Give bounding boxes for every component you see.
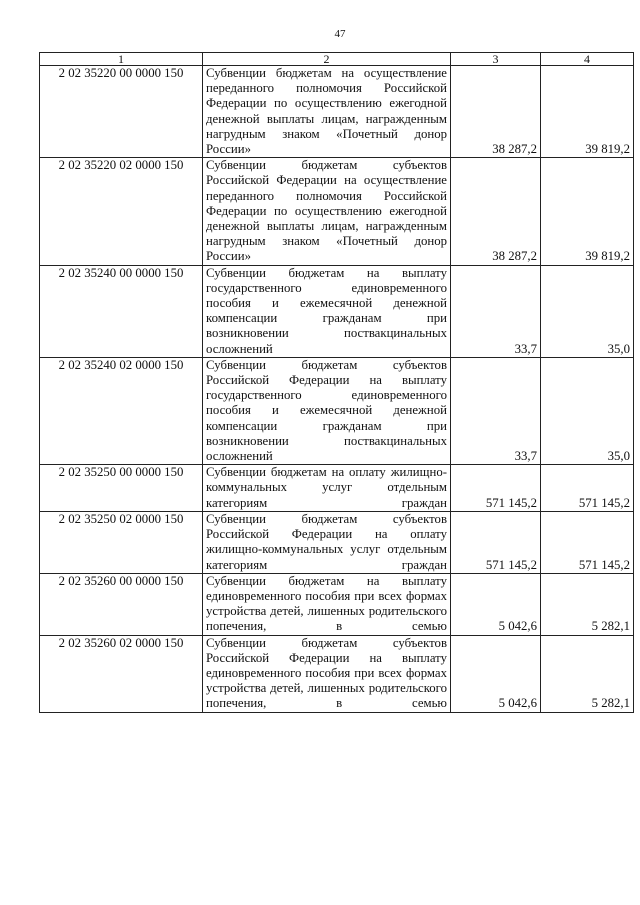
table-row — [40, 66, 634, 158]
column-header-1: 1 — [40, 53, 203, 66]
table-row — [40, 573, 634, 635]
description-text: Субвенции бюджетам на выплату единовременного пособия при всех формах устройства детей, лишенных родительского попечения, в семью — [206, 573, 447, 634]
value-cell-col3: 571 145,2 — [451, 465, 541, 512]
budget-code-cell: 2 02 35220 02 0000 150 — [40, 158, 203, 265]
description-text: Субвенции бюджетам субъектов Российской Федерации на осуществление переданного полномочия Российской Федерации по осуществлению ежегодной денежной выплаты лицам, награжденным нагрудным знаком «Почетный донор России» — [206, 158, 447, 264]
description-text: Субвенции бюджетам субъектов Российской Федерации на выплату государственного единовременного пособия и ежемесячной денежной компенсации гражданам при возникновении поствакцинальных осложнений — [206, 357, 447, 464]
budget-code-cell: 2 02 35260 02 0000 150 — [40, 635, 203, 712]
column-header-2: 2 — [203, 53, 451, 66]
description-text: Субвенции бюджетам субъектов Российской Федерации на выплату единовременного пособия при всех формах устройства детей, лишенных родительского попечения, в семью — [206, 635, 447, 711]
value-cell-col3: 38 287,2 — [451, 66, 541, 158]
table-row — [40, 158, 634, 265]
budget-code-cell: 2 02 35240 02 0000 150 — [40, 357, 203, 464]
table-header-row — [40, 53, 634, 66]
table-row — [40, 465, 634, 512]
budget-code-cell: 2 02 35250 02 0000 150 — [40, 511, 203, 573]
description-cell — [203, 357, 451, 464]
column-header-3: 3 — [451, 53, 541, 66]
value-cell-col3: 38 287,2 — [451, 158, 541, 265]
value-cell-col3: 33,7 — [451, 357, 541, 464]
page-number: 47 — [334, 28, 346, 40]
description-cell — [203, 66, 451, 158]
description-cell — [203, 573, 451, 635]
value-cell-col3: 5 042,6 — [451, 573, 541, 635]
description-text: Субвенции бюджетам на осуществление переданного полномочия Российской Федерации по осуществлению ежегодной денежной выплаты лицам, награжденным нагрудным знаком «Почетный донор России» — [206, 66, 447, 157]
value-cell-col3: 571 145,2 — [451, 511, 541, 573]
budget-code-cell: 2 02 35250 00 0000 150 — [40, 465, 203, 512]
value-cell-col4: 5 282,1 — [541, 573, 634, 635]
column-header-4: 4 — [541, 53, 634, 66]
value-cell-col4: 571 145,2 — [541, 511, 634, 573]
description-cell — [203, 265, 451, 357]
value-cell-col3: 5 042,6 — [451, 635, 541, 712]
budget-code-cell: 2 02 35220 00 0000 150 — [40, 66, 203, 158]
value-cell-col4: 5 282,1 — [541, 635, 634, 712]
budget-table — [39, 52, 634, 713]
description-text: Субвенции бюджетам субъектов Российской Федерации на оплату жилищно-коммунальных услуг отдельным категориям граждан — [206, 511, 447, 572]
table-row — [40, 511, 634, 573]
budget-code-cell: 2 02 35240 00 0000 150 — [40, 265, 203, 357]
value-cell-col4: 35,0 — [541, 357, 634, 464]
value-cell-col3: 33,7 — [451, 265, 541, 357]
value-cell-col4: 35,0 — [541, 265, 634, 357]
budget-code-cell: 2 02 35260 00 0000 150 — [40, 573, 203, 635]
value-cell-col4: 39 819,2 — [541, 66, 634, 158]
description-text: Субвенции бюджетам на оплату жилищно-коммунальных услуг отдельным категориям граждан — [206, 465, 447, 510]
table-row — [40, 357, 634, 464]
description-cell — [203, 158, 451, 265]
description-cell — [203, 511, 451, 573]
value-cell-col4: 571 145,2 — [541, 465, 634, 512]
description-cell — [203, 635, 451, 712]
table-row — [40, 265, 634, 357]
table-row — [40, 635, 634, 712]
value-cell-col4: 39 819,2 — [541, 158, 634, 265]
description-cell — [203, 465, 451, 512]
description-text: Субвенции бюджетам на выплату государственного единовременного пособия и ежемесячной денежной компенсации гражданам при возникновении поствакцинальных осложнений — [206, 265, 447, 356]
